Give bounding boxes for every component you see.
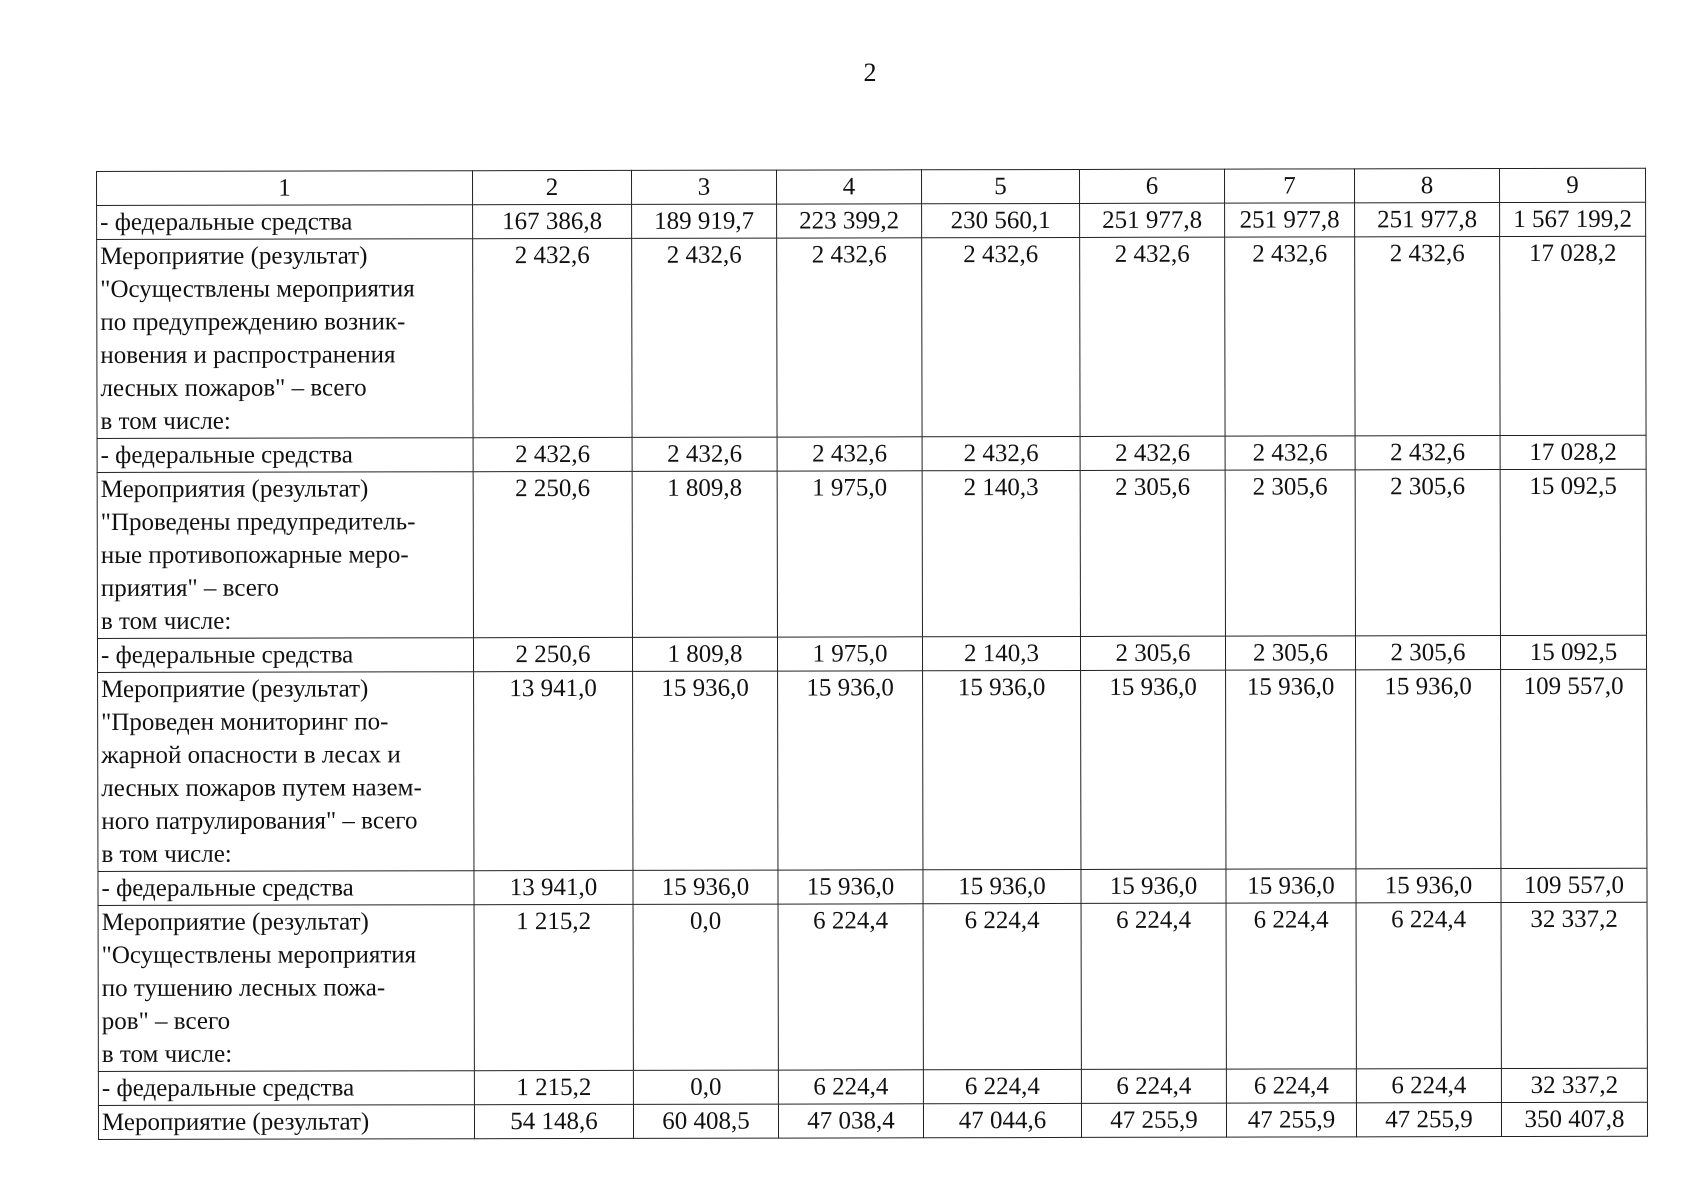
table-cell: 1 215,2 bbox=[474, 1070, 633, 1104]
row-label: Мероприятия (результат) "Проведены предупредитель- ные противопожарные меро- приятия" – всего в том числе: bbox=[97, 472, 473, 639]
table-cell: 15 092,5 bbox=[1500, 469, 1646, 635]
table-cell: 15 936,0 bbox=[1356, 869, 1501, 903]
column-header: 8 bbox=[1354, 169, 1499, 203]
table-cell: 2 305,6 bbox=[1355, 470, 1500, 636]
page-number: 2 bbox=[863, 58, 877, 87]
table-cell: 32 337,2 bbox=[1501, 1068, 1647, 1102]
table-row bbox=[98, 1102, 1647, 1139]
table-cell: 32 337,2 bbox=[1501, 902, 1647, 1068]
table-cell: 109 557,0 bbox=[1501, 669, 1647, 868]
table-cell: 2 432,6 bbox=[1225, 436, 1355, 470]
row-label: - федеральные средства bbox=[98, 1071, 474, 1106]
table-row bbox=[98, 902, 1647, 1071]
table-cell: 230 560,1 bbox=[922, 203, 1080, 237]
row-label: - федеральные средства bbox=[97, 638, 473, 673]
table-cell: 1 567 199,2 bbox=[1500, 202, 1646, 236]
column-header: 3 bbox=[631, 170, 776, 204]
table-cell: 189 919,7 bbox=[632, 204, 777, 238]
row-label: - федеральные средства bbox=[97, 438, 473, 473]
table-cell: 251 977,8 bbox=[1225, 203, 1355, 237]
table-row bbox=[98, 868, 1647, 905]
table-cell: 6 224,4 bbox=[1226, 903, 1356, 1069]
table-cell: 1 975,0 bbox=[777, 637, 922, 671]
table-cell: 6 224,4 bbox=[1081, 1069, 1226, 1103]
column-header: 2 bbox=[473, 170, 632, 204]
table-row bbox=[97, 435, 1646, 472]
table-cell: 2 305,6 bbox=[1225, 636, 1355, 670]
table-cell: 2 432,6 bbox=[1080, 436, 1225, 470]
row-label: - федеральные средства bbox=[98, 871, 474, 906]
table-cell: 15 936,0 bbox=[633, 870, 778, 904]
budget-table bbox=[96, 168, 1648, 1140]
table-cell: 2 140,3 bbox=[922, 470, 1080, 636]
table-cell: 2 432,6 bbox=[1355, 237, 1500, 436]
table-cell: 15 936,0 bbox=[1226, 670, 1356, 869]
table-cell: 15 092,5 bbox=[1500, 635, 1646, 669]
table-cell: 17 028,2 bbox=[1500, 435, 1646, 469]
table-cell: 251 977,8 bbox=[1080, 203, 1225, 237]
table-row bbox=[98, 1068, 1647, 1105]
column-header: 1 bbox=[97, 171, 473, 206]
table-cell: 2 432,6 bbox=[473, 238, 632, 437]
table-cell: 2 432,6 bbox=[922, 436, 1080, 470]
table-row bbox=[98, 669, 1647, 871]
table-cell: 15 936,0 bbox=[633, 671, 778, 870]
table-cell: 15 936,0 bbox=[1356, 670, 1501, 869]
table-cell: 6 224,4 bbox=[1356, 903, 1501, 1069]
table-cell: 2 432,6 bbox=[473, 437, 632, 471]
table-row bbox=[97, 202, 1646, 239]
table-cell: 2 250,6 bbox=[473, 637, 632, 671]
table-cell: 15 936,0 bbox=[923, 869, 1081, 903]
table-cell: 13 941,0 bbox=[474, 870, 633, 904]
table-cell: 13 941,0 bbox=[474, 671, 633, 870]
table-cell: 15 936,0 bbox=[778, 870, 923, 904]
table-cell: 251 977,8 bbox=[1355, 203, 1500, 237]
table-cell: 167 386,8 bbox=[473, 204, 632, 238]
row-label: Мероприятие (результат) "Осуществлены мероприятия по тушению лесных пожа- ров" – всего в том числе: bbox=[98, 905, 474, 1072]
column-header: 9 bbox=[1499, 168, 1645, 202]
table-cell: 1 975,0 bbox=[777, 471, 922, 637]
table-cell: 2 305,6 bbox=[1080, 636, 1225, 670]
column-header: 5 bbox=[921, 169, 1079, 203]
table-cell: 2 432,6 bbox=[1355, 436, 1500, 470]
table-cell: 2 432,6 bbox=[1225, 237, 1355, 436]
table-cell: 6 224,4 bbox=[1226, 1069, 1356, 1103]
table-cell: 109 557,0 bbox=[1501, 868, 1647, 902]
column-header: 7 bbox=[1224, 169, 1354, 203]
table-cell: 2 432,6 bbox=[777, 437, 922, 471]
table-cell: 47 044,6 bbox=[923, 1103, 1081, 1137]
table-cell: 223 399,2 bbox=[777, 204, 922, 238]
table-row bbox=[97, 236, 1646, 438]
row-label: Мероприятие (результат) bbox=[98, 1105, 474, 1140]
table-cell: 6 224,4 bbox=[778, 1070, 923, 1104]
row-label: Мероприятие (результат) "Осуществлены мероприятия по предупреждению возник- новения и распространения лесных пожаров" – всего в том числе: bbox=[97, 239, 473, 439]
table-cell: 2 305,6 bbox=[1080, 470, 1225, 636]
table-cell: 1 809,8 bbox=[632, 471, 777, 637]
table-cell: 15 936,0 bbox=[778, 671, 923, 870]
table-cell: 17 028,2 bbox=[1500, 236, 1646, 435]
table-cell: 60 408,5 bbox=[633, 1104, 778, 1138]
table-cell: 6 224,4 bbox=[1081, 903, 1226, 1069]
table-cell: 2 250,6 bbox=[473, 471, 632, 637]
row-label: - федеральные средства bbox=[97, 205, 473, 240]
table-row bbox=[97, 635, 1646, 672]
table-cell: 2 432,6 bbox=[922, 237, 1080, 436]
column-header: 4 bbox=[776, 170, 921, 204]
table-cell: 2 432,6 bbox=[632, 437, 777, 471]
table-cell: 6 224,4 bbox=[923, 1069, 1081, 1103]
table-cell: 15 936,0 bbox=[1226, 869, 1356, 903]
table-cell: 6 224,4 bbox=[778, 904, 923, 1070]
table-header-row bbox=[97, 168, 1646, 205]
table-cell: 1 809,8 bbox=[632, 637, 777, 671]
table-cell: 15 936,0 bbox=[1081, 670, 1226, 869]
table-cell: 6 224,4 bbox=[1356, 1069, 1501, 1103]
table-cell: 2 432,6 bbox=[632, 238, 777, 437]
table-cell: 47 255,9 bbox=[1226, 1103, 1356, 1137]
table-cell: 2 140,3 bbox=[922, 636, 1080, 670]
table-cell: 2 305,6 bbox=[1225, 470, 1355, 636]
table-cell: 54 148,6 bbox=[474, 1104, 633, 1138]
table-cell: 47 255,9 bbox=[1081, 1103, 1226, 1137]
row-label: Мероприятие (результат) "Проведен мониторинг по- жарной опасности в лесах и лесных пожаров путем назем- ного патрулирования" – всего в том числе: bbox=[98, 672, 474, 872]
table-cell: 0,0 bbox=[633, 1070, 778, 1104]
column-header: 6 bbox=[1079, 169, 1224, 203]
table-cell: 6 224,4 bbox=[923, 903, 1081, 1069]
table-cell: 15 936,0 bbox=[923, 670, 1081, 869]
table-cell: 47 255,9 bbox=[1356, 1103, 1501, 1137]
table-cell: 1 215,2 bbox=[474, 904, 633, 1070]
table-cell: 0,0 bbox=[633, 904, 778, 1070]
table-cell: 15 936,0 bbox=[1081, 869, 1226, 903]
table-cell: 350 407,8 bbox=[1501, 1102, 1647, 1136]
table-cell: 2 432,6 bbox=[777, 238, 922, 437]
table-row bbox=[97, 469, 1646, 638]
table-cell: 2 305,6 bbox=[1355, 636, 1500, 670]
table-cell: 47 038,4 bbox=[778, 1104, 923, 1138]
table-cell: 2 432,6 bbox=[1080, 237, 1225, 436]
